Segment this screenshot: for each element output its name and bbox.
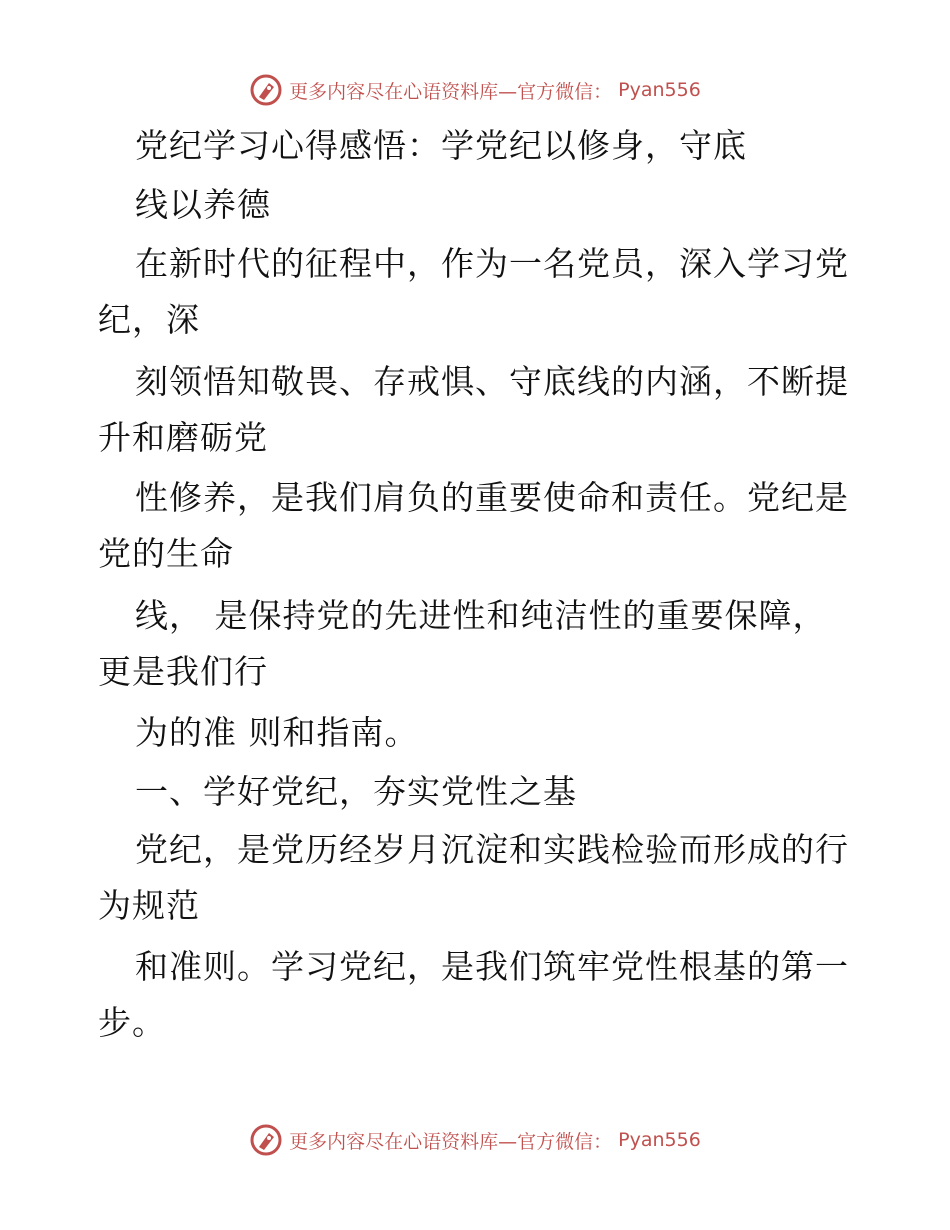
text-line: 线， 是保持党的先进性和纯洁性的重要保障， [135,596,827,635]
text-line: 党纪学习心得感悟：学党纪以修身，守底 [135,126,747,165]
text-line: 升和磨砺党 [98,418,268,457]
text-line: 在新时代的征程中，作为一名党员，深入学习党 [135,244,849,283]
pen-nib-logo-icon [249,1123,283,1157]
text-line: 和准则。学习党纪，是我们筑牢党性根基的第一 [135,947,849,986]
text-line: 党纪，是党历经岁月沉淀和实践检验而形成的行 [135,830,849,869]
banner-wechat-id: Pyan556 [618,79,701,101]
text-line: 为的准 则和指南。 [135,713,419,752]
text-line: 线以养德 [135,185,271,224]
banner-text: 更多内容尽在心语资料库—官方微信： [289,80,613,103]
text-line: 纪，深 [98,300,200,339]
banner-wechat-id: Pyan556 [618,1129,701,1151]
text-line: 步。 [98,1003,166,1042]
text-line: 性修养，是我们肩负的重要使命和责任。党纪是 [135,478,849,517]
footer-banner [0,1120,950,1160]
pen-nib-logo-icon [249,73,283,107]
text-line: 更是我们行 [98,652,268,691]
text-line: 为规范 [98,886,200,925]
text-line: 党的生命 [98,534,234,573]
text-line: 刻领悟知敬畏、存戒惧、守底线的内涵，不断提 [135,362,849,401]
section-heading: 一、学好党纪，夯实党性之基 [135,772,577,811]
header-banner [0,70,950,110]
banner-text: 更多内容尽在心语资料库—官方微信： [289,1130,613,1153]
